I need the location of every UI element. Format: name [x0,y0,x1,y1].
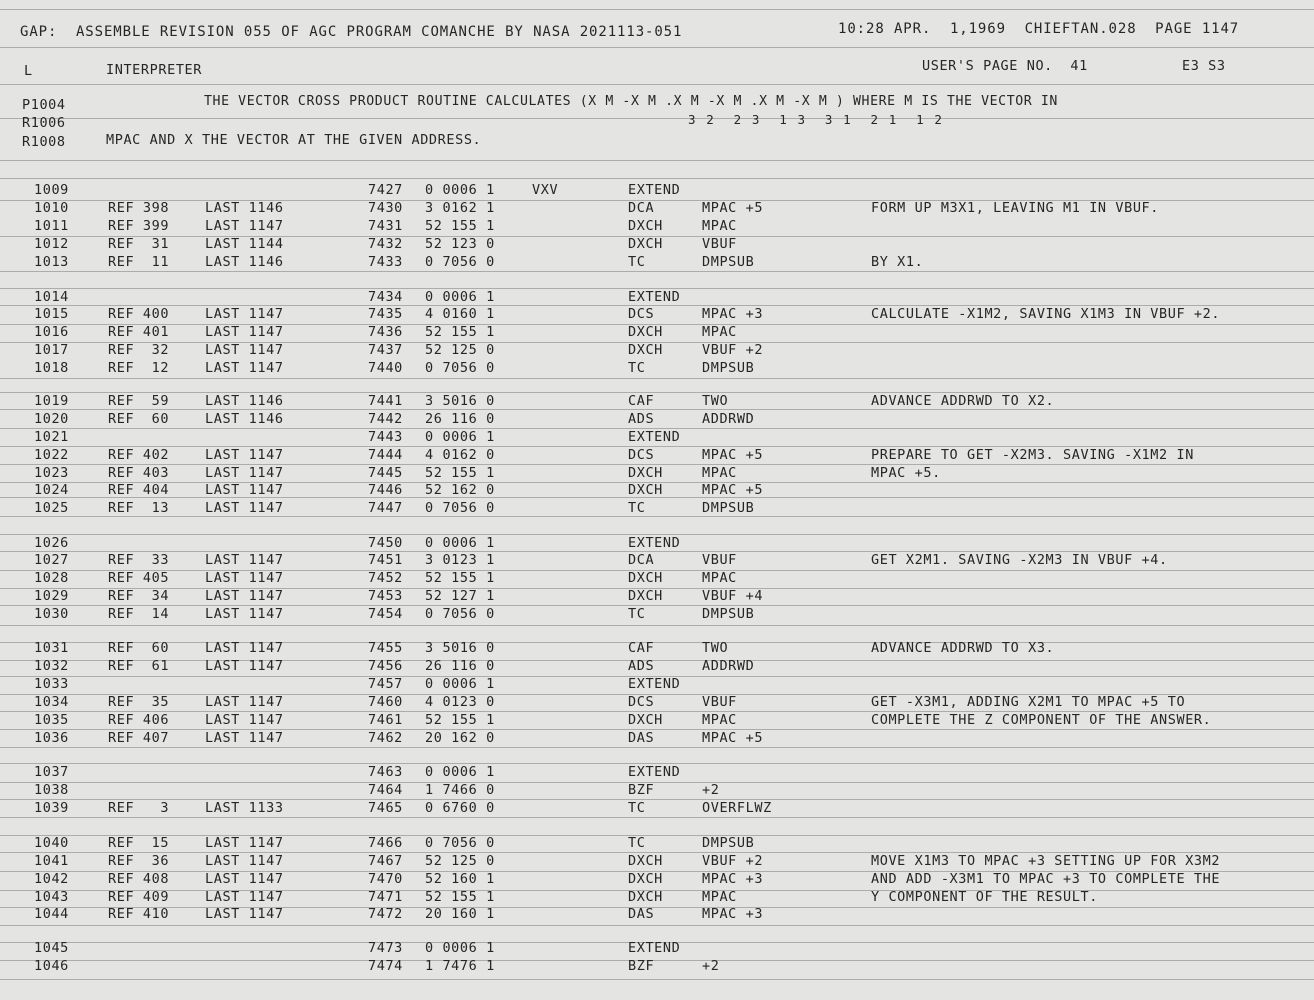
ref-count: REF 403 [108,465,170,481]
opcode: BZF [628,782,655,798]
octal-code: 0 6760 0 [425,800,495,816]
address: 7460 [368,694,403,710]
line-number: 1046 [34,958,69,974]
octal-code: 52 155 1 [425,324,495,340]
ref-count: REF 407 [108,730,170,746]
operand: VBUF [702,694,737,710]
address: 7442 [368,411,403,427]
opcode: ADS [628,658,655,674]
address: 7474 [368,958,403,974]
operand: MPAC [702,889,737,905]
address: 7462 [368,730,403,746]
last-ref: LAST 1147 [205,853,284,869]
ref-count: REF 410 [108,906,170,922]
ruled-line [0,747,1314,748]
address: 7456 [368,658,403,674]
opcode: DXCH [628,236,663,252]
octal-code: 0 7056 0 [425,254,495,270]
opcode: TC [628,606,646,622]
ref-count: REF 406 [108,712,170,728]
last-ref: LAST 1147 [205,360,284,376]
last-ref: LAST 1147 [205,342,284,358]
last-ref: LAST 1147 [205,465,284,481]
opcode: DXCH [628,218,663,234]
operand: VBUF [702,552,737,568]
opcode: ADS [628,411,655,427]
opcode: EXTEND [628,429,681,445]
line-number: 1045 [34,940,69,956]
ref-count: REF 33 [108,552,170,568]
opcode: TC [628,500,646,516]
opcode: TC [628,800,646,816]
operand: DMPSUB [702,254,755,270]
opcode: DXCH [628,889,663,905]
ref-count: REF 13 [108,500,170,516]
octal-code: 52 123 0 [425,236,495,252]
octal-code: 1 7466 0 [425,782,495,798]
address: 7432 [368,236,403,252]
address: 7444 [368,447,403,463]
line-number: 1044 [34,906,69,922]
opcode: BZF [628,958,655,974]
opcode: DXCH [628,342,663,358]
ruled-line [0,409,1314,410]
operand: MPAC [702,712,737,728]
operand: MPAC +3 [702,906,764,922]
ref-count: REF 11 [108,254,170,270]
octal-code: 0 7056 0 [425,360,495,376]
ref-count: REF 409 [108,889,170,905]
comment: PREPARE TO GET -X2M3. SAVING -X1M2 IN [871,447,1194,463]
opcode: DCS [628,447,655,463]
operand: MPAC +5 [702,200,764,216]
line-number: 1009 [34,182,69,198]
ref-count: REF 405 [108,570,170,586]
ref-count: REF 401 [108,324,170,340]
line-number: 1041 [34,853,69,869]
operand: +2 [702,782,720,798]
octal-code: 3 5016 0 [425,393,495,409]
last-ref: LAST 1147 [205,889,284,905]
octal-code: 1 7476 1 [425,958,495,974]
octal-code: 4 0160 1 [425,306,495,322]
opcode: EXTEND [628,676,681,692]
line-number: 1011 [34,218,69,234]
octal-code: 4 0123 0 [425,694,495,710]
user-page-number: USER'S PAGE NO. 41 [922,58,1088,74]
address: 7470 [368,871,403,887]
opcode: EXTEND [628,940,681,956]
ref-count: REF 15 [108,835,170,851]
last-ref: LAST 1147 [205,640,284,656]
line-number: 1012 [34,236,69,252]
opcode: EXTEND [628,289,681,305]
opcode: DAS [628,730,655,746]
address: 7443 [368,429,403,445]
octal-code: 0 0006 1 [425,676,495,692]
operand: MPAC [702,218,737,234]
opcode: DXCH [628,588,663,604]
comment: ADVANCE ADDRWD TO X3. [871,640,1055,656]
remark-id: R1006 [22,115,66,131]
last-ref: LAST 1147 [205,447,284,463]
last-ref: LAST 1147 [205,712,284,728]
address: 7452 [368,570,403,586]
ruled-line [0,178,1314,179]
octal-code: 20 162 0 [425,730,495,746]
address: 7454 [368,606,403,622]
operand: MPAC +3 [702,306,764,322]
address: 7461 [368,712,403,728]
comment: Y COMPONENT OF THE RESULT. [871,889,1098,905]
address: 7431 [368,218,403,234]
comment: MPAC +5. [871,465,941,481]
octal-code: 52 160 1 [425,871,495,887]
line-number: 1023 [34,465,69,481]
address: 7436 [368,324,403,340]
line-number: 1043 [34,889,69,905]
ref-count: REF 61 [108,658,170,674]
line-number: 1033 [34,676,69,692]
line-number: 1018 [34,360,69,376]
opcode: DAS [628,906,655,922]
octal-code: 52 155 1 [425,712,495,728]
comment: BY X1. [871,254,924,270]
operand: MPAC +5 [702,482,764,498]
line-number: 1030 [34,606,69,622]
address: 7430 [368,200,403,216]
remark-id: R1008 [22,134,66,150]
opcode: EXTEND [628,764,681,780]
address: 7451 [368,552,403,568]
operand: DMPSUB [702,500,755,516]
ruled-line [0,925,1314,926]
opcode: DXCH [628,712,663,728]
last-ref: LAST 1147 [205,694,284,710]
last-ref: LAST 1147 [205,871,284,887]
last-ref: LAST 1147 [205,552,284,568]
ref-count: REF 402 [108,447,170,463]
ref-count: REF 60 [108,411,170,427]
operand: MPAC +3 [702,871,764,887]
octal-code: 0 7056 0 [425,606,495,622]
address: 7434 [368,289,403,305]
ref-count: REF 14 [108,606,170,622]
last-ref: LAST 1147 [205,588,284,604]
remark-subscripts: 3 2 2 3 1 3 3 1 2 1 1 2 [688,112,944,127]
address: 7445 [368,465,403,481]
octal-code: 0 0006 1 [425,182,495,198]
line-number: 1029 [34,588,69,604]
last-ref: LAST 1147 [205,500,284,516]
line-number: 1035 [34,712,69,728]
address: 7464 [368,782,403,798]
comment: AND ADD -X3M1 TO MPAC +3 TO COMPLETE THE [871,871,1221,887]
operand: MPAC +5 [702,730,764,746]
octal-code: 3 0123 1 [425,552,495,568]
opcode: DXCH [628,570,663,586]
memory-bank-code: E3 S3 [1182,58,1226,74]
line-number: 1036 [34,730,69,746]
ruled-line [0,160,1314,161]
address: 7440 [368,360,403,376]
octal-code: 52 162 0 [425,482,495,498]
last-ref: LAST 1147 [205,835,284,851]
line-number: 1026 [34,535,69,551]
opcode: DCS [628,694,655,710]
operand: MPAC [702,324,737,340]
opcode: DXCH [628,324,663,340]
ref-count: REF 404 [108,482,170,498]
comment: GET X2M1. SAVING -X2M3 IN VBUF +4. [871,552,1168,568]
octal-code: 0 7056 0 [425,500,495,516]
line-number: 1038 [34,782,69,798]
header-date-page: 10:28 APR. 1,1969 CHIEFTAN.028 PAGE 1147 [838,21,1240,37]
line-number: 1014 [34,289,69,305]
ref-count: REF 60 [108,640,170,656]
operand: VBUF +4 [702,588,764,604]
last-ref: LAST 1147 [205,482,284,498]
opcode: CAF [628,393,655,409]
line-number: 1028 [34,570,69,586]
address: 7427 [368,182,403,198]
comment: MOVE X1M3 TO MPAC +3 SETTING UP FOR X3M2 [871,853,1221,869]
opcode: CAF [628,640,655,656]
line-number: 1032 [34,658,69,674]
ruled-line [0,118,1314,119]
last-ref: LAST 1147 [205,218,284,234]
line-number: 1013 [34,254,69,270]
last-ref: LAST 1147 [205,306,284,322]
address: 7437 [368,342,403,358]
ruled-line [0,817,1314,818]
line-number: 1039 [34,800,69,816]
ruled-line [0,84,1314,85]
ruled-line [0,625,1314,626]
operand: MPAC [702,465,737,481]
line-number: 1016 [34,324,69,340]
octal-code: 52 125 0 [425,853,495,869]
operand: ADDRWD [702,658,755,674]
octal-code: 0 0006 1 [425,764,495,780]
ref-count: REF 398 [108,200,170,216]
ref-count: REF 3 [108,800,170,816]
operand: MPAC [702,570,737,586]
ruled-line [0,271,1314,272]
ref-count: REF 31 [108,236,170,252]
line-number: 1031 [34,640,69,656]
opcode: DXCH [628,465,663,481]
operand: OVERFLWZ [702,800,772,816]
last-ref: LAST 1146 [205,411,284,427]
opcode: DXCH [628,871,663,887]
address: 7447 [368,500,403,516]
last-ref: LAST 1147 [205,570,284,586]
line-number: 1042 [34,871,69,887]
comment: ADVANCE ADDRWD TO X2. [871,393,1055,409]
address: 7457 [368,676,403,692]
operand: ADDRWD [702,411,755,427]
opcode: TC [628,835,646,851]
opcode: DXCH [628,853,663,869]
address: 7473 [368,940,403,956]
octal-code: 26 116 0 [425,658,495,674]
octal-code: 52 155 1 [425,218,495,234]
last-ref: LAST 1147 [205,606,284,622]
remark-id: P1004 [22,97,66,113]
opcode: DCA [628,200,655,216]
comment: FORM UP M3X1, LEAVING M1 IN VBUF. [871,200,1160,216]
octal-code: 52 155 1 [425,570,495,586]
line-number: 1019 [34,393,69,409]
octal-code: 52 125 0 [425,342,495,358]
octal-code: 0 0006 1 [425,429,495,445]
operand: VBUF [702,236,737,252]
octal-code: 0 0006 1 [425,535,495,551]
opcode: DCA [628,552,655,568]
address: 7463 [368,764,403,780]
opcode: DXCH [628,482,663,498]
octal-code: 3 0162 1 [425,200,495,216]
octal-code: 52 155 1 [425,889,495,905]
octal-code: 0 0006 1 [425,940,495,956]
octal-code: 26 116 0 [425,411,495,427]
address: 7433 [368,254,403,270]
operand: MPAC +5 [702,447,764,463]
last-ref: LAST 1146 [205,254,284,270]
line-number: 1017 [34,342,69,358]
line-number: 1021 [34,429,69,445]
last-ref: LAST 1147 [205,730,284,746]
comment: CALCULATE -X1M2, SAVING X1M3 IN VBUF +2. [871,306,1221,322]
section-title: INTERPRETER [106,62,203,78]
octal-code: 4 0162 0 [425,447,495,463]
address: 7455 [368,640,403,656]
opcode: TC [628,360,646,376]
header-title: GAP: ASSEMBLE REVISION 055 OF AGC PROGRAM COMANCHE BY NASA 2021113-051 [20,24,683,40]
remark-text: MPAC AND X THE VECTOR AT THE GIVEN ADDRESS. [106,132,482,148]
address: 7446 [368,482,403,498]
operand: TWO [702,393,729,409]
octal-code: 3 5016 0 [425,640,495,656]
last-ref: LAST 1147 [205,906,284,922]
opcode: DCS [628,306,655,322]
address: 7472 [368,906,403,922]
octal-code: 52 127 1 [425,588,495,604]
ref-count: REF 32 [108,342,170,358]
operand: VBUF +2 [702,342,764,358]
ref-count: REF 34 [108,588,170,604]
line-number: 1024 [34,482,69,498]
line-number: 1022 [34,447,69,463]
address: 7467 [368,853,403,869]
operand: DMPSUB [702,606,755,622]
last-ref: LAST 1133 [205,800,284,816]
ruled-line [0,47,1314,48]
line-number: 1040 [34,835,69,851]
line-number: 1027 [34,552,69,568]
address: 7435 [368,306,403,322]
line-number: 1037 [34,764,69,780]
opcode: TC [628,254,646,270]
last-ref: LAST 1147 [205,324,284,340]
octal-code: 52 155 1 [425,465,495,481]
ref-count: REF 408 [108,871,170,887]
ref-count: REF 36 [108,853,170,869]
address: 7453 [368,588,403,604]
ruled-line [0,516,1314,517]
opcode: EXTEND [628,535,681,551]
ruled-line [0,9,1314,10]
operand: +2 [702,958,720,974]
operand: TWO [702,640,729,656]
operand: VBUF +2 [702,853,764,869]
line-number: 1020 [34,411,69,427]
octal-code: 0 7056 0 [425,835,495,851]
operand: DMPSUB [702,835,755,851]
ruled-line [0,378,1314,379]
operand: DMPSUB [702,360,755,376]
ruled-line [0,979,1314,980]
ref-count: REF 399 [108,218,170,234]
comment: COMPLETE THE Z COMPONENT OF THE ANSWER. [871,712,1212,728]
line-number: 1010 [34,200,69,216]
ref-count: REF 59 [108,393,170,409]
remark-text: THE VECTOR CROSS PRODUCT ROUTINE CALCULATES (X M -X M .X M -X M .X M -X M ) WHERE M IS THE VECTOR IN [204,94,1058,109]
comment: GET -X3M1, ADDING X2M1 TO MPAC +5 TO [871,694,1186,710]
octal-code: 20 160 1 [425,906,495,922]
ref-count: REF 12 [108,360,170,376]
address: 7466 [368,835,403,851]
address: 7441 [368,393,403,409]
line-number: 1034 [34,694,69,710]
line-number: 1015 [34,306,69,322]
listing-type: L [24,63,33,79]
address: 7465 [368,800,403,816]
last-ref: LAST 1144 [205,236,284,252]
ref-count: REF 400 [108,306,170,322]
ref-count: REF 35 [108,694,170,710]
line-number: 1025 [34,500,69,516]
label: VXV [532,182,559,198]
last-ref: LAST 1146 [205,200,284,216]
address: 7471 [368,889,403,905]
octal-code: 0 0006 1 [425,289,495,305]
last-ref: LAST 1147 [205,658,284,674]
opcode: EXTEND [628,182,681,198]
last-ref: LAST 1146 [205,393,284,409]
address: 7450 [368,535,403,551]
